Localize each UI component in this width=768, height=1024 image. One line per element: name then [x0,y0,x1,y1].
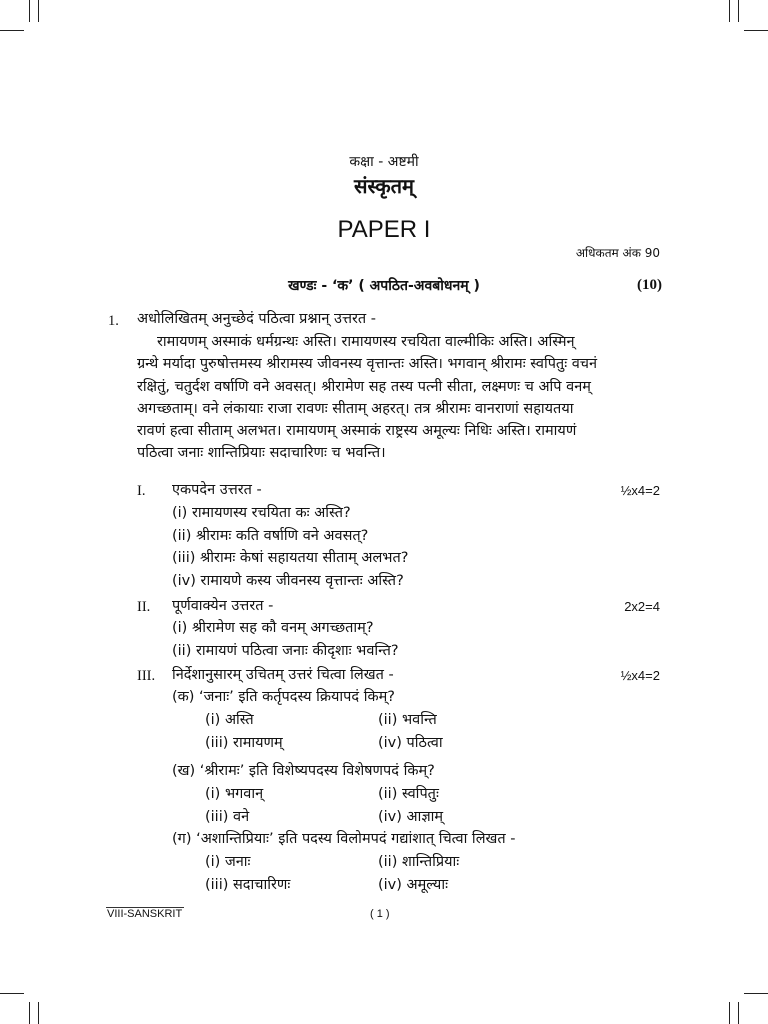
crop-mark [738,0,739,22]
passage-line: अगच्छताम्। वने लंकायाः राजा रावणः सीताम् अहरत्। तत्र श्रीरामः वानराणां सहायतया [137,400,574,417]
subquestion-ka: (क) ‘जनाः’ इति कर्तृपदस्य क्रियापदं किम्? [172,689,395,705]
crop-mark [0,30,24,31]
part-2-item: (i) श्रीरामेण सह कौ वनम् अगच्छताम्? [172,620,374,636]
part-2-title: पूर्णवाक्येन उत्तरत - [172,598,274,614]
part-1-marks: ½x4=2 [620,483,660,498]
part-1-item: (iv) रामायणे कस्य जीवनस्य वृत्तान्तः अस्ति? [172,573,404,589]
option: (iii) रामायणम् [205,735,283,751]
option: (i) भगवान् [205,786,264,802]
passage-line: पठित्वा जनाः शान्तिप्रियाः सदाचारिणः च भवन्ति। [137,445,386,462]
subquestion-ga: (ग) ‘अशान्तिप्रियाः’ इति पदस्य विलोमपदं गद्यांशात् चित्वा लिखत - [172,831,516,847]
crop-mark [29,1002,30,1024]
crop-mark [29,0,30,22]
crop-mark [738,1002,739,1024]
part-3-number: III. [137,668,156,684]
crop-mark [729,0,730,22]
subject-title: संस्कृतम् [353,174,415,198]
option: (ii) स्वपितुः [378,786,439,802]
question-instruction: अधोलिखितम् अनुच्छेदं पठित्वा प्रश्नान् उत्तरत - [137,311,377,327]
subquestion-kha: (ख) ‘श्रीरामः’ इति विशेष्यपदस्य विशेषणपदं किम्? [172,763,435,779]
option: (iii) सदाचारिणः [205,877,291,893]
passage [137,331,663,465]
crop-mark [744,993,768,994]
option: (i) जनाः [205,854,251,870]
option: (ii) शान्तिप्रियाः [378,854,460,870]
section-title: खण्डः - ‘क’ ( अपठित-अवबोधनम् ) [288,278,480,294]
option: (i) अस्ति [205,712,254,728]
page-number: ( 1 ) [370,908,390,920]
option: (iii) वने [205,809,250,825]
paper-title: PAPER I [337,216,431,243]
part-2-number: II. [137,599,151,615]
part-1-item: (iii) श्रीरामः केषां सहायतया सीताम् अलभत? [172,550,409,566]
section-marks: (10) [637,277,662,293]
passage-line: रामायणम् अस्माकं धर्मग्रन्थः अस्ति। रामायणस्य रचयिता वाल्मीकिः अस्ति। अस्मिन् [157,334,575,350]
part-1-number: I. [137,483,146,499]
class-line: कक्षा - अष्टमी [349,154,419,170]
part-3-marks: ½x4=2 [620,668,660,683]
passage-line: रक्षितुं, चतुर्दश वर्षाणि वने अवसत्। श्रीरामेण सह तस्य पत्नी सीता, लक्ष्मणः च अपि वनम् [137,378,591,395]
part-2-item: (ii) रामायणं पठित्वा जनाः कीदृशाः भवन्ति? [172,643,399,659]
crop-mark [0,993,24,994]
passage-line: ग्रन्थे मर्यादा पुरुषोत्तमस्य श्रीरामस्य जीवनस्य वृत्तान्तः अस्ति। भगवान् श्रीरामः स्वपितुः वचनं [137,356,598,373]
footer-label: VIII-SANSKRIT [107,908,183,920]
option: (ii) भवन्ति [378,712,437,728]
option: (iv) आज्ञाम् [378,809,444,825]
part-3-title: निर्देशानुसारम् उचितम् उत्तरं चित्वा लिखत - [172,667,394,683]
part-1-item: (i) रामायणस्य रचयिता कः अस्ति? [172,505,351,521]
max-marks: अधिकतम अंक 90 [575,246,660,260]
crop-mark [38,0,39,22]
passage-line: रावणं हत्वा सीताम् अलभत। रामायणम् अस्माकं राष्ट्रस्य अमूल्यः निधिः अस्ति। रामायणं [137,423,577,440]
question-number: 1. [108,313,119,329]
crop-mark [744,30,768,31]
crop-mark [38,1002,39,1024]
part-1-item: (ii) श्रीरामः कति वर्षाणि वने अवसत्? [172,528,369,544]
part-2-marks: 2x2=4 [624,599,660,614]
part-1-title: एकपदेन उत्तरत - [172,482,262,498]
option: (iv) पठित्वा [378,735,443,751]
crop-mark [729,1002,730,1024]
option: (iv) अमूल्याः [378,877,449,893]
